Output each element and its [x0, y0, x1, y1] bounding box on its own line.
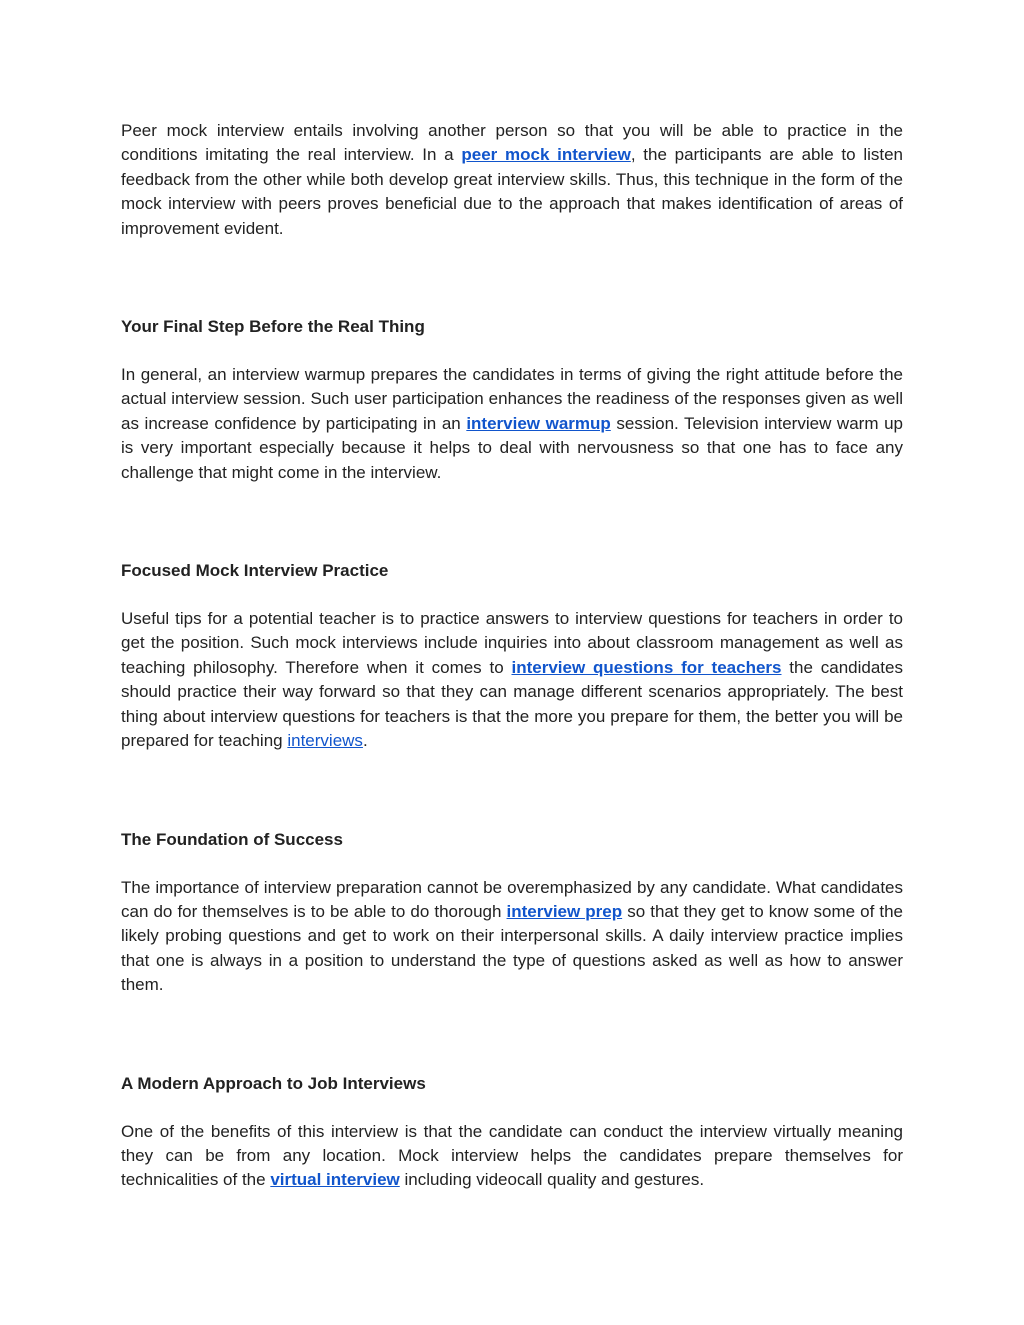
paragraph-text: Peer mock interview entails involving another person so that you will be able to practice in the conditions imitating the real interview. In a — [121, 121, 903, 165]
paragraph-peer-mock-interview — [121, 119, 903, 241]
link-interviews[interactable]: interviews — [287, 731, 363, 751]
link-interview-prep[interactable]: interview prep — [506, 901, 623, 921]
paragraph-text: The importance of interview preparation cannot be overemphasized by any candidate. What candidates can do for themselves is to be able to do thorough — [121, 877, 903, 921]
paragraph-text: Useful tips for a potential teacher is to practice answers to interview questions for teachers in order to get the position. Such mock interviews include inquiries into about classroom management as well as teaching philosophy. Therefore when it comes to — [121, 609, 903, 677]
heading-focused-mock-interview: Focused Mock Interview Practice — [121, 561, 389, 581]
paragraph-virtual-interview — [121, 1120, 903, 1193]
paragraph-text: so that they get to know some of the likely probing questions and get to work on their interpersonal skills. A daily interview practice implies that one is always in a position to understand the type of questions asked as well as how to answer them. — [121, 901, 904, 995]
paragraph-text: the candidates should practice their way forward so that they can manage different scenarios appropriately. The best thing about interview questions for teachers is that the more you prepare for them, the better you will be prepared for teaching — [121, 657, 903, 751]
paragraph-text: . — [362, 731, 368, 751]
heading-modern-approach: A Modern Approach to Job Interviews — [121, 1073, 426, 1093]
paragraph-interview-prep — [121, 876, 903, 998]
paragraph-text: including videocall quality and gestures. — [399, 1170, 705, 1190]
paragraph-text: In general, an interview warmup prepares the candidates in terms of giving the right attitude before the actual interview session. Such user participation enhances the readiness of the responses given as well as increase confidence by participating in an — [121, 365, 903, 433]
heading-final-step: Your Final Step Before the Real Thing — [121, 317, 425, 337]
paragraph-text: , the participants are able to listen feedback from the other while both develop great interview skills. Thus, this technique in the form of the mock interview with peers proves beneficial due to the approach that makes identification of areas of improvement evident. — [121, 145, 904, 238]
paragraph-text: session. Television interview warm up is very important especially because it helps to deal with nervousness so that one has to face any challenge that might come in the interview. — [121, 413, 903, 482]
heading-foundation-of-success: The Foundation of Success — [121, 829, 343, 849]
link-interview-warmup[interactable]: interview warmup — [466, 413, 611, 433]
link-peer-mock-interview[interactable]: peer mock interview — [461, 145, 631, 165]
paragraph-text: One of the benefits of this interview is that the candidate can conduct the interview virtually meaning they can be from any location. Mock interview helps the candidates prepare themselves for technicalities of the — [121, 1121, 903, 1190]
link-interview-questions-for-teachers[interactable]: interview questions for teachers — [511, 657, 782, 677]
paragraph-interview-warmup — [121, 363, 903, 485]
paragraph-interview-questions-teachers — [121, 607, 903, 753]
document-page — [121, 119, 903, 1193]
link-virtual-interview[interactable]: virtual interview — [270, 1170, 400, 1190]
